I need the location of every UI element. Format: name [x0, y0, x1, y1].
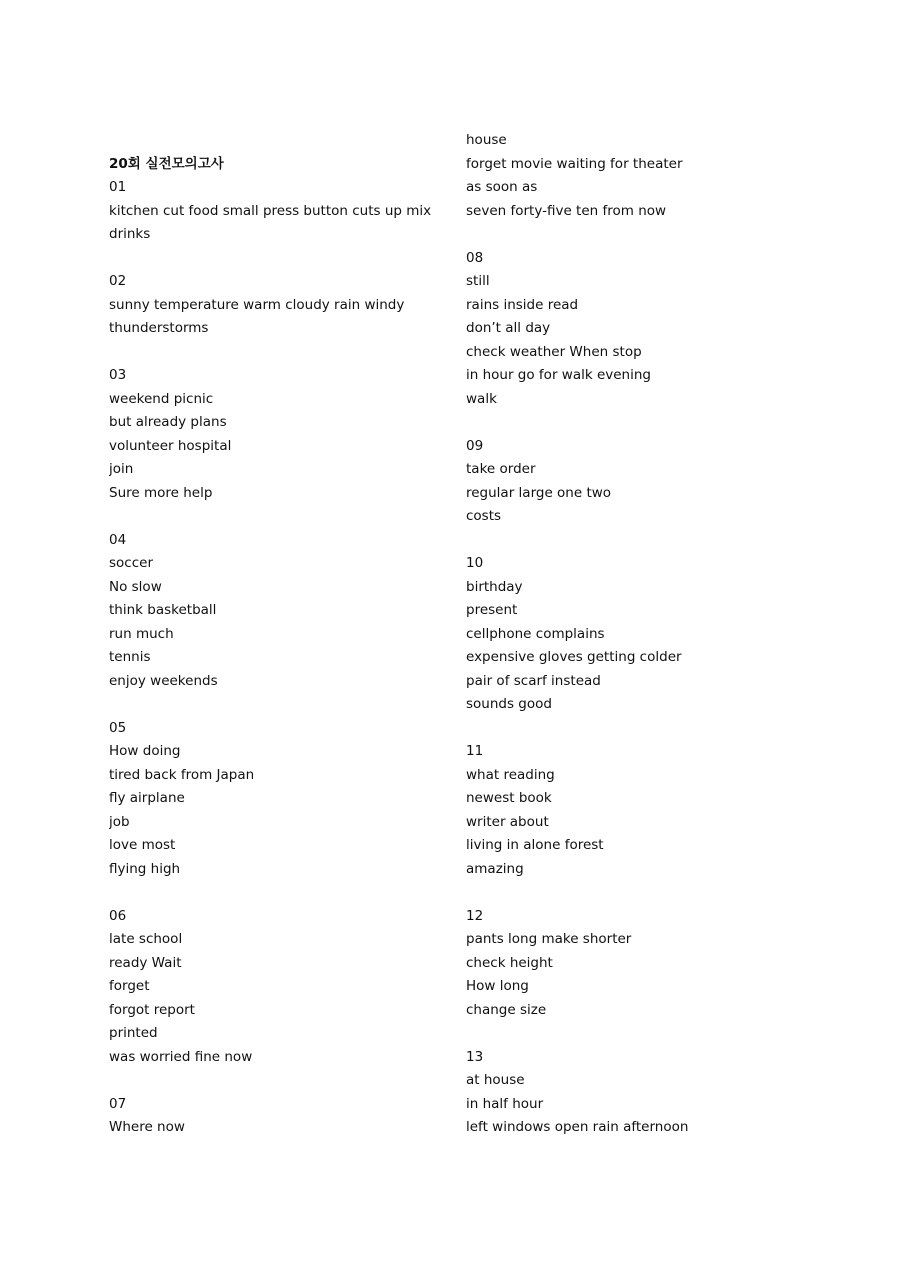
text-line: pants long make shorter	[466, 931, 632, 947]
section-number: 12	[466, 907, 484, 924]
section-number: 07	[109, 1095, 127, 1112]
blank-line	[109, 693, 439, 717]
text-line: rains inside read	[466, 296, 579, 313]
text-line: forget	[109, 978, 150, 994]
text-line: house	[466, 132, 507, 148]
text-line: expensive gloves getting colder	[466, 649, 682, 665]
blank-line	[109, 247, 439, 271]
text-line: newest book	[466, 790, 552, 806]
section-number: 08	[466, 249, 484, 266]
section-number: 06	[109, 907, 127, 924]
blank-line	[466, 881, 796, 905]
text-line: don’t all day	[466, 320, 551, 336]
text-line: check height	[466, 954, 553, 971]
section-number: 02	[109, 273, 127, 289]
text-line: take order	[466, 461, 536, 477]
section-number: 03	[109, 367, 127, 383]
text-line: cellphone complains	[466, 625, 605, 642]
text-line: still	[466, 273, 490, 289]
text-line: in hour go for walk evening	[466, 367, 651, 383]
left-column	[109, 129, 439, 1140]
text-line: costs	[466, 508, 502, 524]
blank-line	[466, 411, 796, 435]
text-line: birthday	[466, 578, 523, 595]
section-number: 13	[466, 1048, 484, 1065]
document-title: 20회 실전모의고사	[109, 155, 224, 172]
section-number: 10	[466, 555, 484, 571]
text-line: walk	[466, 390, 497, 407]
text-line: run much	[109, 625, 174, 642]
text-line: as soon as	[466, 179, 538, 195]
text-line: fly airplane	[109, 790, 185, 806]
text-line: thunderstorms	[109, 320, 209, 336]
text-line: forgot report	[109, 1001, 195, 1018]
text-line: drinks	[109, 226, 151, 242]
text-line: seven forty-five ten from now	[466, 202, 667, 219]
text-line: amazing	[466, 860, 524, 877]
blank-line	[109, 505, 439, 529]
section-number: 11	[466, 743, 484, 759]
text-line: was worried fine now	[109, 1048, 253, 1065]
section-number: 09	[466, 437, 484, 454]
text-line: sunny temperature warm cloudy rain windy	[109, 296, 405, 313]
text-line: check weather When stop	[466, 343, 642, 360]
text-line	[109, 129, 439, 153]
text-line: forget movie waiting for theater	[466, 155, 683, 172]
text-line: How doing	[109, 743, 181, 759]
text-line: ready Wait	[109, 954, 182, 971]
text-line: living in alone forest	[466, 837, 604, 853]
text-line: printed	[109, 1025, 158, 1041]
text-line: weekend picnic	[109, 390, 214, 407]
text-line: in half hour	[466, 1095, 544, 1112]
text-line: what reading	[466, 766, 555, 783]
section-number: 04	[109, 531, 127, 548]
text-line: writer about	[466, 813, 549, 830]
right-column	[466, 129, 796, 1140]
blank-line	[109, 1069, 439, 1093]
blank-line	[466, 529, 796, 553]
text-line: left windows open rain afternoon	[466, 1119, 689, 1135]
text-line: sounds good	[466, 696, 552, 712]
text-line: flying high	[109, 860, 181, 877]
text-line: but already plans	[109, 414, 227, 430]
text-line: Where now	[109, 1119, 185, 1135]
text-line: present	[466, 602, 518, 618]
blank-line	[466, 717, 796, 741]
text-line: regular large one two	[466, 484, 612, 501]
text-line: How long	[466, 978, 529, 994]
text-line: change size	[466, 1001, 547, 1018]
text-line: job	[109, 813, 130, 830]
section-number: 05	[109, 719, 127, 736]
text-line: Sure more help	[109, 484, 213, 501]
text-line: think basketball	[109, 602, 217, 618]
blank-line	[109, 881, 439, 905]
blank-line	[466, 223, 796, 247]
blank-line	[466, 1022, 796, 1046]
text-line: at house	[466, 1072, 525, 1088]
text-line: enjoy weekends	[109, 672, 218, 689]
text-line: love most	[109, 837, 176, 853]
text-line: tennis	[109, 649, 151, 665]
section-number: 01	[109, 179, 127, 195]
text-line: pair of scarf instead	[466, 672, 601, 689]
blank-line	[109, 341, 439, 365]
text-line: tired back from Japan	[109, 766, 255, 783]
text-line: volunteer hospital	[109, 437, 232, 454]
text-line: soccer	[109, 555, 153, 571]
text-line: join	[109, 461, 134, 477]
text-line: late school	[109, 931, 183, 947]
text-line: No slow	[109, 578, 162, 595]
text-line: kitchen cut food small press button cuts up mix	[109, 202, 432, 219]
